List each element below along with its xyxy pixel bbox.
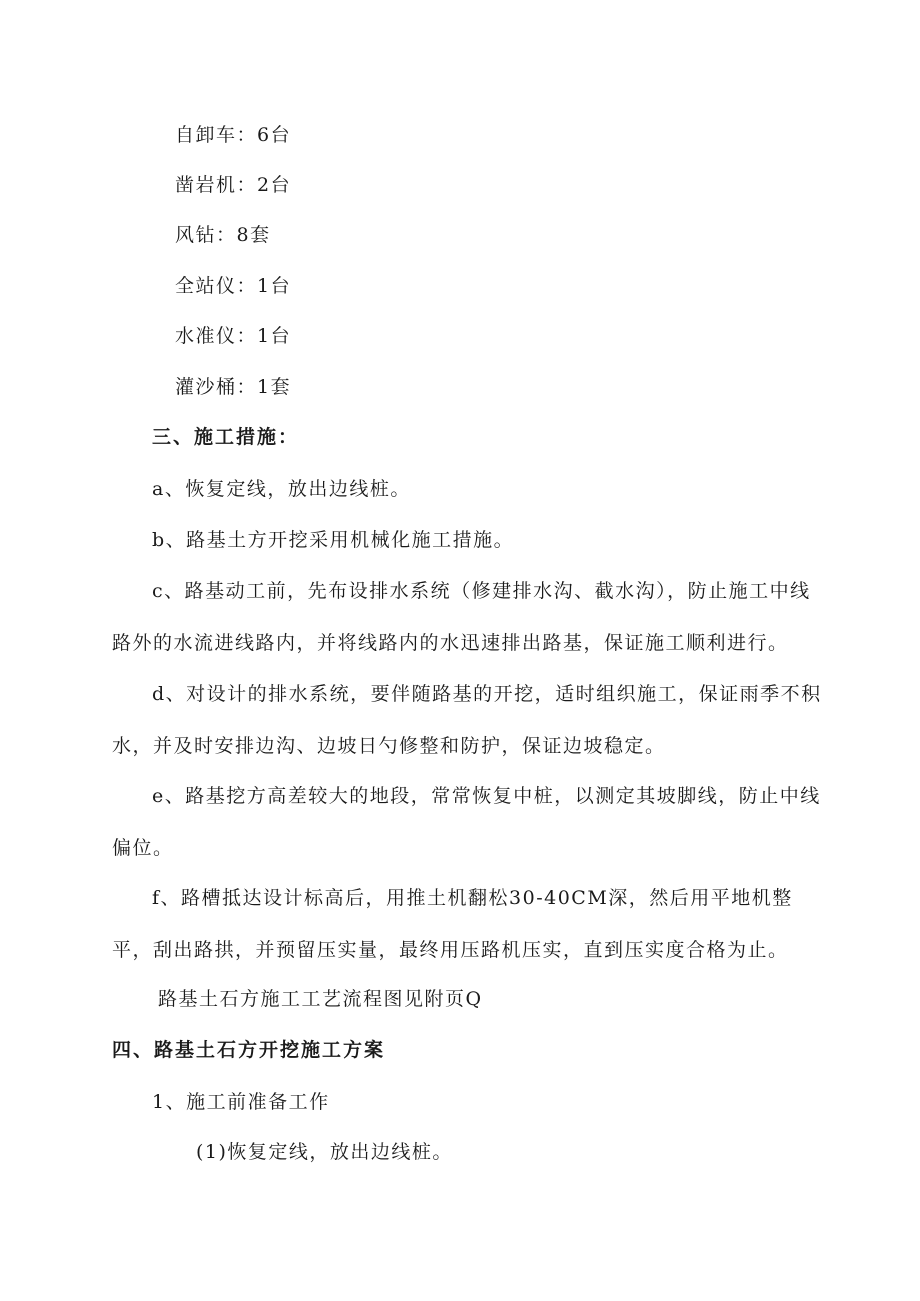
measure-item: b、路基土方开挖采用机械化施工措施。: [152, 529, 515, 551]
measure-paragraph: f、路槽抵达设计标高后，用推土机翻松30-40CM深，然后用平地机整平，刮出路拱，并预留压实量，最终用压路机压实，直到压实度合格为止。: [112, 887, 793, 961]
equipment-item: 水准仪：1台: [175, 325, 292, 347]
equipment-item: 风钻：8套: [175, 224, 271, 246]
measure-paragraph: c、路基动工前，先布设排水系统（修建排水沟、截水沟），防止施工中线路外的水流进线路内，并将线路内的水迅速排出路基，保证施工顺利进行。: [112, 580, 811, 654]
flowchart-note: 路基土石方施工工艺流程图见附页Q: [158, 988, 483, 1010]
measure-paragraph: e、路基挖方高差较大的地段，常常恢复中桩，以测定其坡脚线，防止中线偏位。: [112, 785, 821, 859]
section-heading: 三、施工措施：: [152, 426, 300, 448]
subsection-heading: 1、施工前准备工作: [152, 1091, 330, 1113]
equipment-item: 凿岩机：2台: [175, 174, 292, 196]
equipment-item: 全站仪：1台: [175, 275, 292, 297]
equipment-item: 灌沙桶：1套: [175, 376, 292, 398]
section-heading: 四、路基土石方开挖施工方案: [112, 1039, 386, 1061]
measure-item: a、恢复定线，放出边线桩。: [152, 478, 411, 500]
subsection-item: (1)恢复定线，放出边线桩。: [196, 1141, 453, 1163]
equipment-item: 自卸车：6台: [175, 124, 292, 146]
measure-paragraph: d、对设计的排水系统，要伴随路基的开挖，适时组织施工，保证雨季不积水，并及时安排边沟、边坡日勺修整和防护，保证边坡稳定。: [112, 683, 822, 757]
